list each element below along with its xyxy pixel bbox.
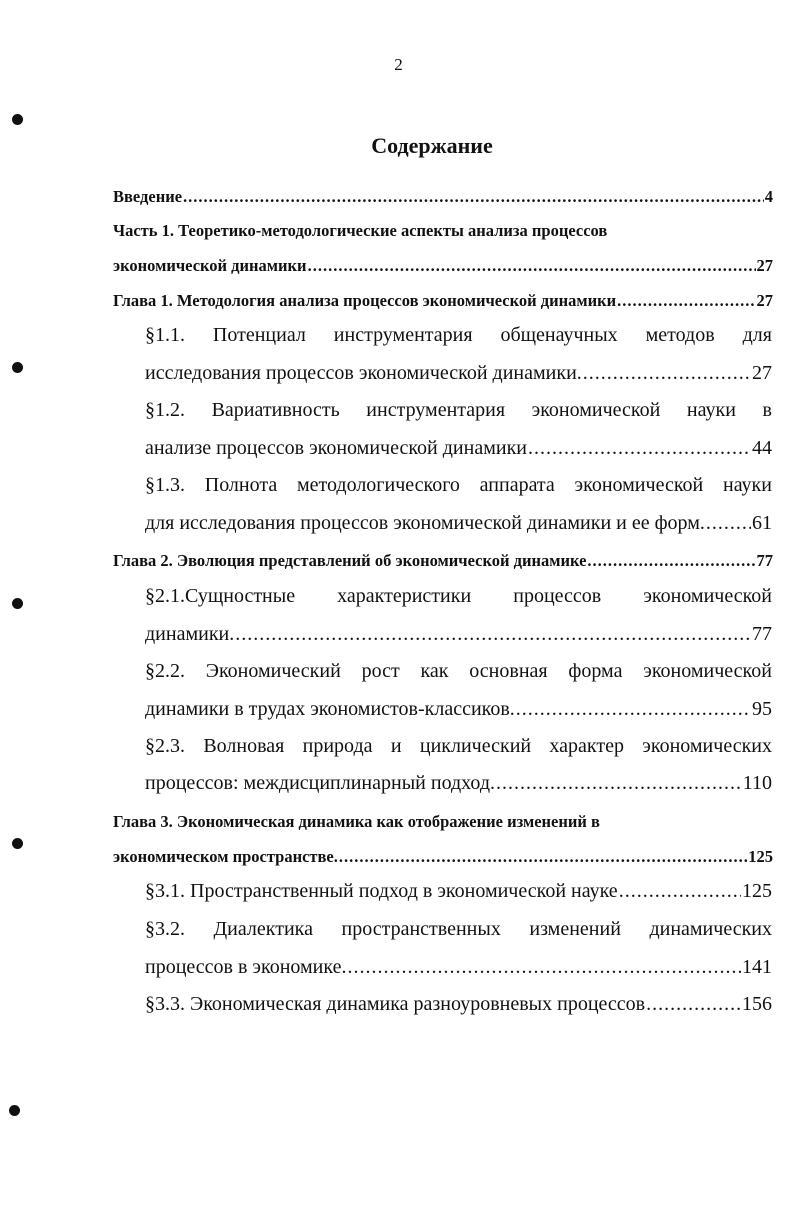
word: экономической <box>574 474 704 496</box>
word: §2.1.Сущностные <box>145 585 296 607</box>
word: как <box>420 660 449 682</box>
word: экономических <box>642 735 772 757</box>
toc-label: Глава 2. Эволюция представлений об экономической динамике <box>113 551 587 570</box>
punch-hole <box>12 362 23 373</box>
toc-label: §3.1. Пространственный подход в экономической науке <box>145 880 618 902</box>
toc-entry-s22[interactable] <box>145 698 772 721</box>
word: §1.1. <box>145 324 185 346</box>
toc-label: динамики. <box>145 623 235 645</box>
word: для <box>742 324 772 346</box>
leader-dots <box>339 847 747 867</box>
word: рост <box>361 660 400 682</box>
toc-label: экономической динамики <box>113 256 307 275</box>
word: изменений <box>529 918 621 940</box>
word: методов <box>645 324 715 346</box>
toc-label: Глава 1. Методология анализа процессов экономической динамики <box>113 291 617 310</box>
word: методологического <box>296 474 460 496</box>
toc-label: динамики в трудах экономистов-классиков. <box>145 698 515 720</box>
word: основная <box>469 660 548 682</box>
toc-label: для исследования процессов экономической динамики и ее форм. <box>145 512 705 534</box>
leader-dots <box>587 551 755 571</box>
toc-entry-s13[interactable] <box>145 512 772 535</box>
page-title: Содержание <box>371 133 493 158</box>
leader-dots <box>646 993 741 1016</box>
leader-dots <box>516 698 751 721</box>
word: Волновая <box>203 735 285 757</box>
toc-part1-line1[interactable]: Часть 1. Теоретико-методологические аспекты анализа процессов <box>113 221 608 240</box>
punch-hole <box>12 838 23 849</box>
toc-entry-chapter-2[interactable] <box>113 551 773 571</box>
toc-label: процессов: междисциплинарный подход. <box>145 772 495 794</box>
leader-dots <box>183 187 764 207</box>
word: экономической <box>643 585 772 607</box>
toc-entry-s33[interactable] <box>145 993 772 1016</box>
toc-page: 125 <box>748 847 773 866</box>
leader-dots <box>619 880 741 903</box>
word: инструментария <box>366 399 506 421</box>
toc-s23-line1[interactable] <box>145 735 772 758</box>
punch-hole <box>12 598 23 609</box>
punch-hole <box>9 1105 20 1116</box>
word: и <box>390 735 402 757</box>
toc-entry-s21[interactable] <box>145 623 772 646</box>
toc-entry-part1[interactable] <box>113 256 773 276</box>
word: природа <box>302 735 373 757</box>
toc-label: Введение <box>113 187 183 206</box>
toc-s32-line1[interactable] <box>145 918 772 941</box>
toc-label: исследования процессов экономической динамики. <box>145 362 582 384</box>
toc-entry-s31[interactable] <box>145 880 772 903</box>
toc-ch3-line1[interactable]: Глава 3. Экономическая динамика как отображение изменений в <box>113 812 600 831</box>
word: циклический <box>419 735 532 757</box>
leader-dots <box>617 291 755 311</box>
word: характер <box>549 735 624 757</box>
toc-label: анализе процессов экономической динамики <box>145 437 527 459</box>
toc-page: 156 <box>742 993 772 1015</box>
punch-hole <box>12 114 23 125</box>
toc-entry-s11[interactable] <box>145 362 772 385</box>
toc-label: §3.3. Экономическая динамика разноуровневых процессов <box>145 993 646 1015</box>
toc-page: 27 <box>756 291 773 310</box>
word: Экономический <box>205 660 341 682</box>
leader-dots <box>583 362 751 385</box>
word: динамических <box>649 918 772 940</box>
leader-dots <box>496 772 742 795</box>
toc-s22-line1[interactable] <box>145 660 772 683</box>
leader-dots <box>308 256 756 276</box>
toc-page: 125 <box>742 880 772 902</box>
word: науки <box>722 474 772 496</box>
word: инструментария <box>333 324 473 346</box>
leader-dots <box>706 512 751 535</box>
word: пространственных <box>341 918 501 940</box>
toc-page: 61 <box>752 512 772 534</box>
word: Полнота <box>204 474 278 496</box>
toc-entry-s32[interactable] <box>145 956 772 979</box>
word: аппарата <box>479 474 555 496</box>
toc-page: 95 <box>752 698 772 720</box>
leader-dots <box>347 956 741 979</box>
word: в <box>762 399 772 421</box>
word: §3.2. <box>145 918 185 940</box>
toc-label: процессов в экономике. <box>145 956 347 978</box>
word: характеристики <box>337 585 472 607</box>
word: экономической <box>643 660 772 682</box>
toc-page: 4 <box>764 187 773 206</box>
toc-s13-line1[interactable] <box>145 474 772 497</box>
toc-entry-intro[interactable] <box>113 187 773 207</box>
toc-entry-chapter-3[interactable] <box>113 847 773 867</box>
word: Вариативность <box>211 399 340 421</box>
toc-label: экономическом пространстве. <box>113 847 338 866</box>
toc-s21-line1[interactable] <box>145 585 772 608</box>
toc-entry-s23[interactable] <box>145 772 772 795</box>
toc-page: 77 <box>756 551 773 570</box>
toc-page: 27 <box>756 256 773 275</box>
leader-dots <box>235 623 751 646</box>
toc-page: 44 <box>752 437 772 459</box>
word: §2.2. <box>145 660 185 682</box>
leader-dots <box>528 437 751 460</box>
word: Диалектика <box>213 918 313 940</box>
word: процессов <box>513 585 602 607</box>
word: §1.2. <box>145 399 185 421</box>
toc-entry-s12[interactable] <box>145 437 772 460</box>
word: Потенциал <box>212 324 306 346</box>
toc-entry-chapter-1[interactable] <box>113 291 773 311</box>
page-number: 2 <box>394 55 403 74</box>
word: экономической <box>531 399 661 421</box>
word: общенаучных <box>500 324 618 346</box>
word: форма <box>568 660 623 682</box>
word: науки <box>686 399 736 421</box>
word: §1.3. <box>145 474 185 496</box>
toc-page: 141 <box>742 956 772 978</box>
toc-s12-line1[interactable] <box>145 399 772 422</box>
toc-page: 77 <box>752 623 772 645</box>
toc-page: 27 <box>752 362 772 384</box>
toc-s11-line1[interactable] <box>145 324 772 347</box>
toc-page: 110 <box>742 772 772 794</box>
word: §2.3. <box>145 735 185 757</box>
